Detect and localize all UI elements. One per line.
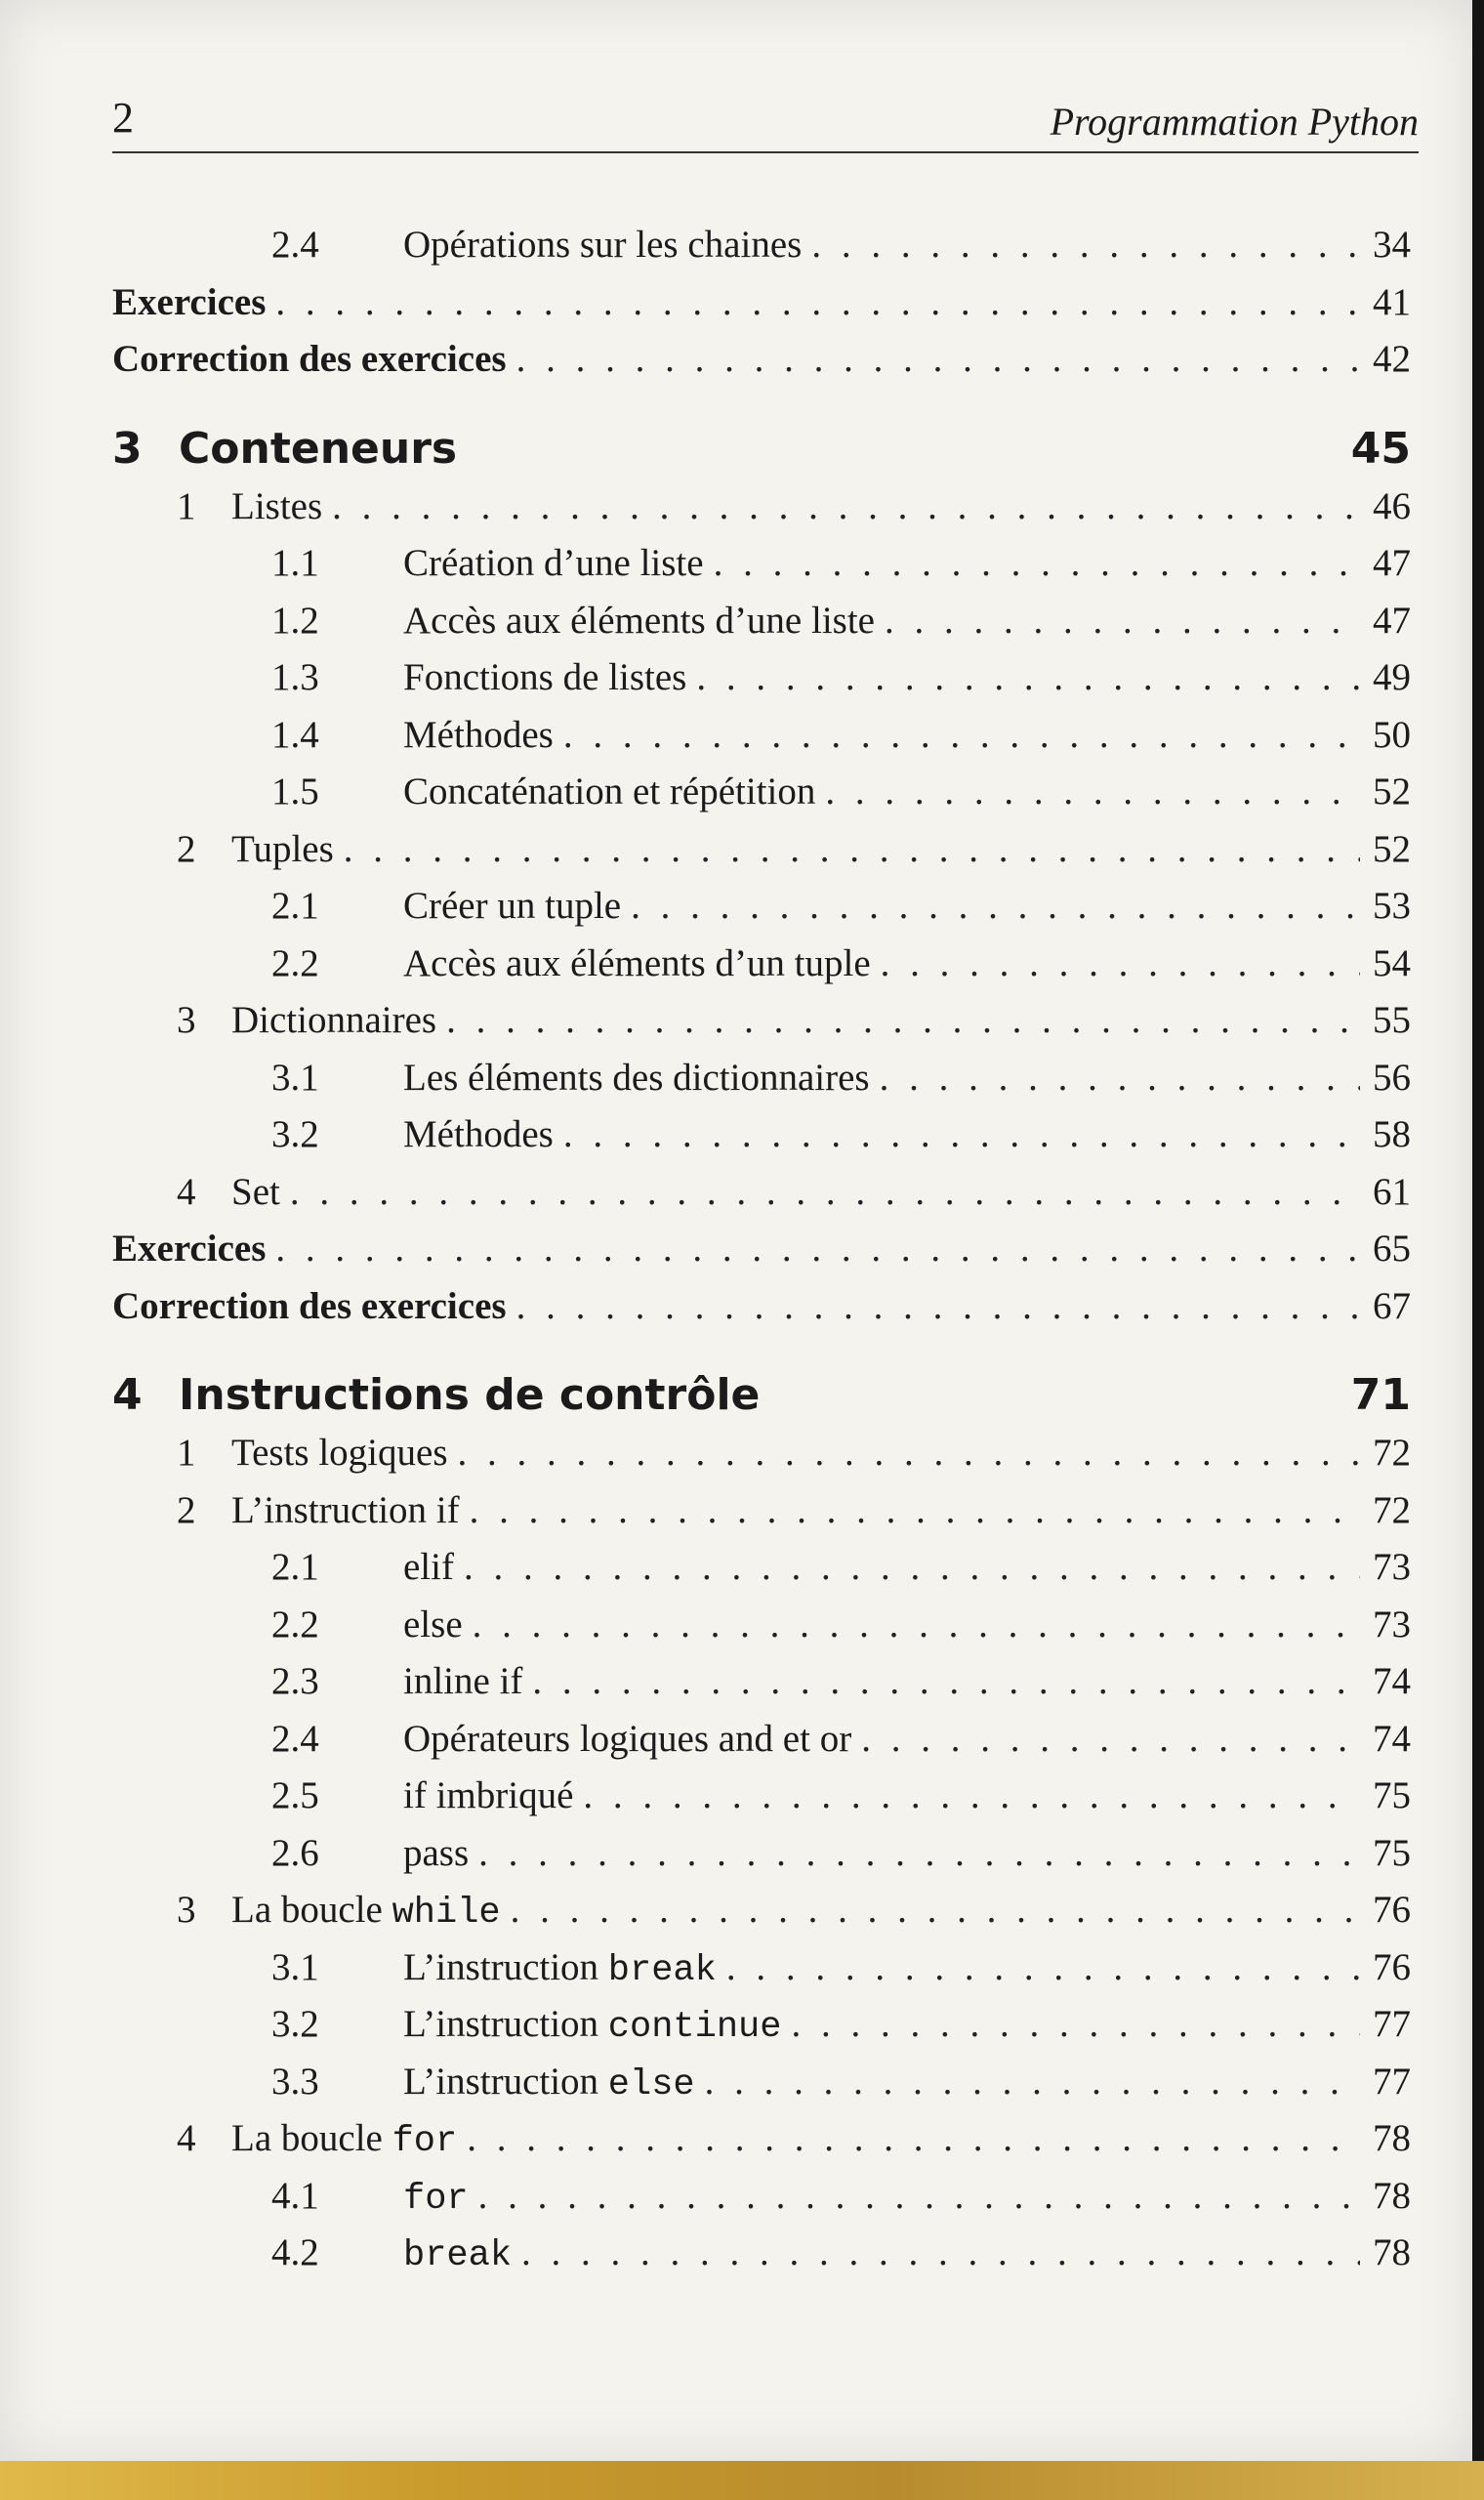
- leader-dots: [714, 541, 1360, 585]
- entry-number: 3.1: [271, 1056, 319, 1099]
- entry-page: 34: [1373, 224, 1411, 266]
- leader-dots: [532, 1659, 1360, 1703]
- toc-entry[interactable]: [112, 1431, 1411, 1481]
- toc-entry[interactable]: [112, 2174, 1411, 2225]
- entry-number: 3.2: [271, 2003, 319, 2045]
- entry-code: break: [607, 1949, 717, 1991]
- leader-dots: [473, 1603, 1360, 1646]
- entry-number: 2: [177, 1488, 196, 1531]
- entry-number: 3.1: [271, 1945, 319, 1988]
- entry-title: L’instruction else: [403, 2060, 695, 2105]
- entry-number: 1.4: [271, 713, 319, 756]
- entry-number: 1.1: [271, 542, 319, 584]
- leader-dots: [464, 1545, 1360, 1589]
- leader-dots: [467, 2116, 1360, 2160]
- entry-title: [403, 2230, 512, 2276]
- toc-entry[interactable]: [112, 2116, 1411, 2167]
- toc-entry[interactable]: [112, 713, 1411, 764]
- toc-entry[interactable]: [112, 337, 1411, 388]
- leader-dots: [825, 770, 1360, 813]
- entry-title: Exercices: [112, 280, 267, 323]
- entry-number: 2.4: [271, 224, 319, 266]
- entry-title: Conteneurs: [179, 423, 458, 474]
- entry-page: 52: [1373, 771, 1411, 812]
- running-title: Programmation Python: [1050, 100, 1419, 144]
- entry-number: 4.2: [271, 2231, 319, 2273]
- entry-title: L’instruction continue: [403, 2003, 782, 2048]
- entry-page: 47: [1373, 599, 1411, 642]
- toc-entry[interactable]: [112, 941, 1411, 992]
- entry-page: 78: [1373, 2174, 1411, 2217]
- entry-title: Exercices: [112, 1228, 267, 1270]
- toc-entry[interactable]: [112, 1659, 1411, 1710]
- entry-code: while: [392, 1893, 501, 1934]
- entry-page: 73: [1373, 1546, 1411, 1588]
- leader-dots: [516, 337, 1360, 381]
- entry-title: Créer un tuple: [403, 885, 622, 927]
- toc-entry[interactable]: [112, 599, 1411, 649]
- leader-dots: [696, 655, 1360, 699]
- entry-code: for: [403, 2178, 469, 2220]
- toc-entry[interactable]: [112, 223, 1411, 273]
- entry-page: 50: [1373, 713, 1411, 756]
- entry-page: 58: [1373, 1113, 1411, 1155]
- leader-dots: [478, 1831, 1360, 1875]
- entry-title: inline if: [403, 1660, 523, 1702]
- entry-title: Correction des exercices: [112, 338, 507, 380]
- chapter-entry[interactable]: [112, 424, 1411, 488]
- entry-page: 65: [1373, 1228, 1411, 1270]
- entry-number: 2.5: [271, 1774, 319, 1816]
- entry-number: 2.4: [271, 1717, 319, 1760]
- entry-page: 75: [1373, 1831, 1411, 1874]
- page-header: [112, 93, 1419, 153]
- page-number: 2: [112, 94, 134, 142]
- entry-code: for: [392, 2121, 458, 2162]
- book-spine: [1472, 0, 1484, 2500]
- entry-title: Accès aux éléments d’une liste: [403, 599, 875, 642]
- entry-page: 74: [1373, 1660, 1411, 1702]
- entry-title: else: [403, 1603, 463, 1646]
- entry-title: if imbriqué: [403, 1774, 574, 1816]
- toc-entry[interactable]: [112, 998, 1411, 1049]
- entry-number: 2.2: [271, 941, 319, 984]
- entry-page: 72: [1373, 1488, 1411, 1531]
- entry-number: 2.2: [271, 1603, 319, 1646]
- toc-entry[interactable]: [112, 2002, 1411, 2053]
- entry-title: elif: [403, 1546, 454, 1588]
- entry-page: 78: [1373, 2117, 1411, 2159]
- entry-title: Fonctions de listes: [403, 656, 687, 698]
- toc-entry[interactable]: [112, 2230, 1411, 2281]
- toc-entry[interactable]: [112, 770, 1411, 820]
- entry-title: Tests logiques: [231, 1432, 448, 1474]
- toc-entry[interactable]: [112, 1284, 1411, 1335]
- entry-page: 52: [1373, 827, 1411, 870]
- entry-page: 56: [1373, 1056, 1411, 1099]
- toc-entry[interactable]: [112, 1603, 1411, 1653]
- leader-dots: [344, 827, 1360, 871]
- entry-number: 2.1: [271, 885, 319, 927]
- entry-page: 75: [1373, 1774, 1411, 1816]
- entry-title: Création d’une liste: [403, 542, 704, 584]
- toc-entry[interactable]: [112, 1227, 1411, 1277]
- entry-number: 1: [177, 1432, 196, 1474]
- toc-entry[interactable]: [112, 541, 1411, 592]
- leader-dots: [726, 1945, 1360, 1989]
- leader-dots: [861, 1717, 1360, 1761]
- entry-number: 2.6: [271, 1831, 319, 1874]
- entry-number: 2.1: [271, 1546, 319, 1588]
- leader-dots: [583, 1773, 1360, 1817]
- entry-number: 3.3: [271, 2060, 319, 2103]
- leader-dots: [511, 1888, 1360, 1932]
- toc-entry[interactable]: [112, 1888, 1411, 1938]
- entry-title: Concaténation et répétition: [403, 771, 816, 812]
- entry-number: 1.3: [271, 656, 319, 698]
- chapter-entry[interactable]: [112, 1370, 1411, 1435]
- entry-title: Opérations sur les chaines: [403, 224, 803, 266]
- entry-page: 77: [1373, 2060, 1411, 2103]
- entry-number: 4: [177, 1170, 196, 1213]
- toc-entry[interactable]: [112, 655, 1411, 706]
- entry-page: 61: [1373, 1170, 1411, 1213]
- entry-page: 77: [1373, 2003, 1411, 2045]
- toc-entry[interactable]: [112, 1545, 1411, 1596]
- entry-title: [403, 2174, 469, 2220]
- entry-number: 3: [177, 999, 196, 1041]
- entry-title: Méthodes: [403, 1113, 554, 1155]
- toc-entry[interactable]: [112, 1717, 1411, 1768]
- leader-dots: [470, 1488, 1360, 1532]
- leader-dots: [446, 998, 1360, 1042]
- leader-dots: [881, 941, 1360, 985]
- leader-dots: [885, 599, 1360, 643]
- entry-page: 78: [1373, 2231, 1411, 2273]
- entry-page: 46: [1373, 484, 1411, 527]
- entry-title: Instructions de contrôle: [179, 1370, 761, 1420]
- entry-page: 41: [1373, 280, 1411, 323]
- entry-title: La boucle for: [231, 2117, 458, 2162]
- entry-number: 2: [177, 827, 196, 870]
- entry-page: 45: [1350, 423, 1411, 474]
- leader-dots: [290, 1170, 1360, 1214]
- leader-dots: [563, 713, 1360, 757]
- entry-number: 1.5: [271, 771, 319, 812]
- entry-page: 76: [1373, 1889, 1411, 1931]
- entry-page: 72: [1373, 1432, 1411, 1474]
- toc-entry[interactable]: [112, 1056, 1411, 1106]
- toc-entry[interactable]: [112, 1112, 1411, 1163]
- entry-number: 4: [112, 1370, 143, 1420]
- leader-dots: [458, 1431, 1360, 1475]
- entry-page: 67: [1373, 1284, 1411, 1327]
- entry-title: Les éléments des dictionnaires: [403, 1056, 870, 1099]
- entry-title: La boucle while: [231, 1889, 501, 1934]
- entry-title: Opérateurs logiques and et or: [403, 1717, 852, 1760]
- entry-title: Set: [231, 1170, 280, 1213]
- entry-code: continue: [607, 2007, 782, 2048]
- entry-page: 42: [1373, 338, 1411, 380]
- toc-entry[interactable]: [112, 1488, 1411, 1539]
- entry-page: 74: [1373, 1717, 1411, 1760]
- entry-page: 55: [1373, 999, 1411, 1041]
- entry-code: else: [607, 2063, 695, 2105]
- entry-number: 3: [177, 1889, 196, 1931]
- entry-number: 1.2: [271, 599, 319, 642]
- entry-title: L’instruction if: [231, 1488, 460, 1531]
- toc-entry[interactable]: [112, 884, 1411, 935]
- entry-title: Méthodes: [403, 713, 554, 756]
- leader-dots: [332, 484, 1360, 528]
- entry-number: 1: [177, 484, 196, 527]
- entry-number: 4: [177, 2117, 196, 2159]
- toc-entry[interactable]: [112, 280, 1411, 331]
- leader-dots: [631, 884, 1360, 928]
- entry-page: 53: [1373, 885, 1411, 927]
- toc-entry[interactable]: [112, 827, 1411, 878]
- toc-entry[interactable]: [112, 1945, 1411, 1996]
- leader-dots: [880, 1056, 1360, 1100]
- leader-dots: [705, 2060, 1360, 2104]
- entry-title: Correction des exercices: [112, 1284, 507, 1327]
- entry-page: 54: [1373, 941, 1411, 984]
- toc-entry[interactable]: [112, 1773, 1411, 1824]
- entry-number: 3: [112, 423, 143, 474]
- entry-page: 49: [1373, 656, 1411, 698]
- toc-entry[interactable]: [112, 1831, 1411, 1882]
- toc-entry[interactable]: [112, 1170, 1411, 1221]
- entry-code: break: [403, 2235, 513, 2276]
- entry-page: 73: [1373, 1603, 1411, 1646]
- entry-number: 4.1: [271, 2174, 319, 2217]
- leader-dots: [275, 280, 1360, 324]
- leader-dots: [516, 1284, 1360, 1328]
- leader-dots: [791, 2002, 1360, 2046]
- background-surface: [0, 2461, 1484, 2500]
- toc-entry[interactable]: [112, 484, 1411, 535]
- entry-title: Listes: [231, 484, 323, 527]
- entry-number: 2.3: [271, 1660, 319, 1702]
- entry-number: 3.2: [271, 1113, 319, 1155]
- leader-dots: [563, 1112, 1360, 1156]
- entry-title: Accès aux éléments d’un tuple: [403, 941, 871, 984]
- toc-entry[interactable]: [112, 2060, 1411, 2110]
- leader-dots: [275, 1227, 1360, 1271]
- leader-dots: [811, 223, 1360, 267]
- entry-title: pass: [403, 1831, 470, 1874]
- entry-page: 71: [1350, 1370, 1411, 1420]
- entry-title: Tuples: [231, 827, 334, 870]
- leader-dots: [478, 2174, 1360, 2218]
- entry-title: L’instruction break: [403, 1945, 717, 1991]
- leader-dots: [521, 2230, 1360, 2274]
- entry-page: 47: [1373, 542, 1411, 584]
- entry-page: 76: [1373, 1945, 1411, 1988]
- entry-title: Dictionnaires: [231, 999, 437, 1041]
